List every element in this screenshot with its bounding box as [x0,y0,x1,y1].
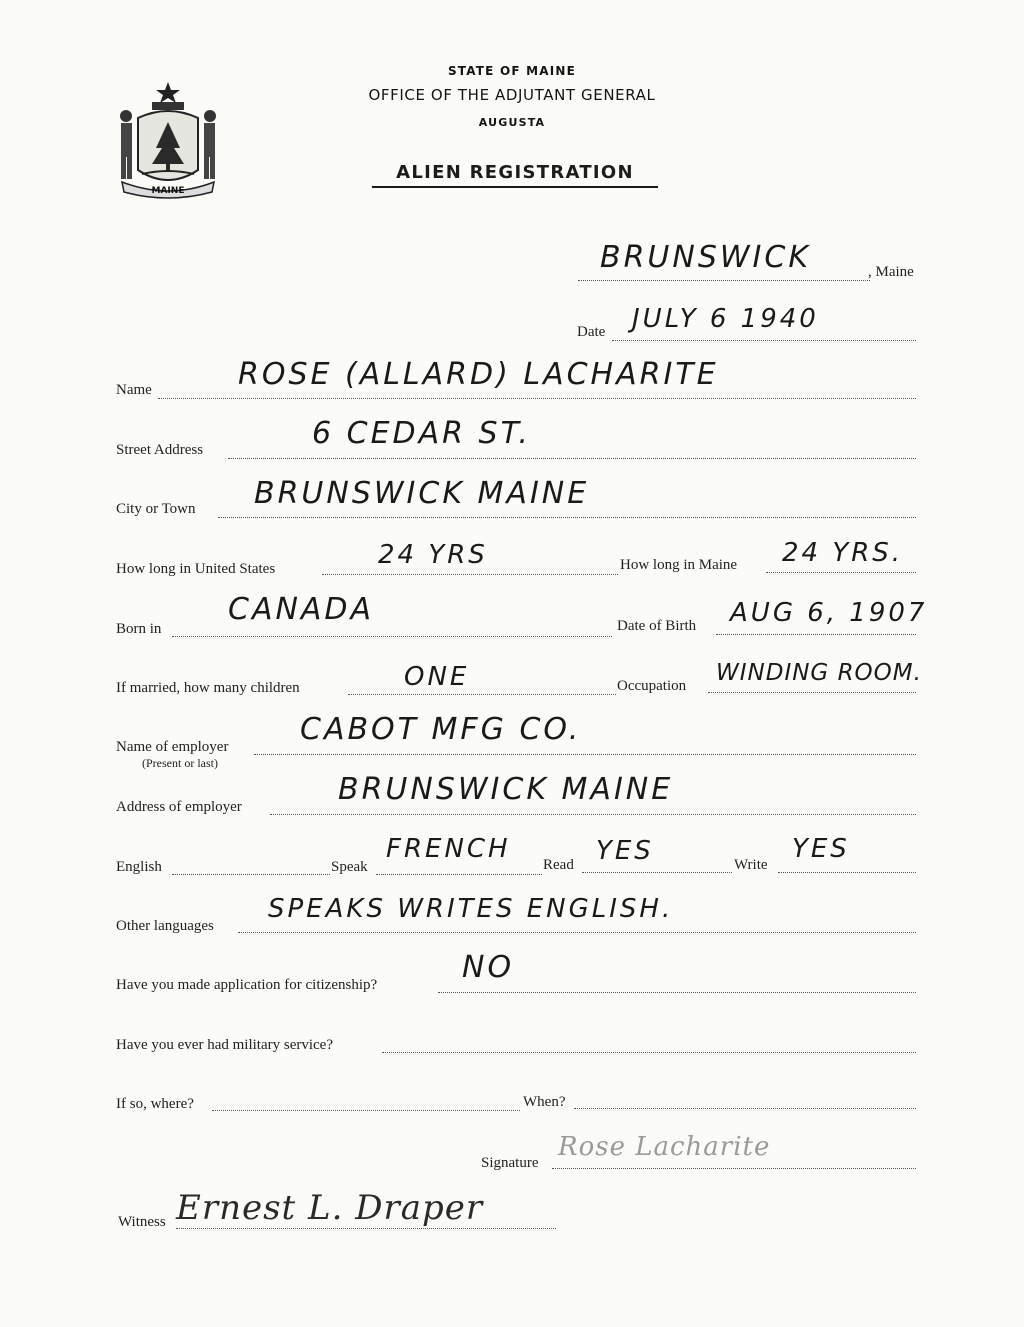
employer-address-value: BRUNSWICK MAINE [338,772,674,807]
title-underline [372,186,658,188]
dob-value: AUG 6, 1907 [730,598,928,628]
write-line [778,872,916,873]
city-heading: AUGUSTA [478,116,546,129]
military-label: Have you ever had military service? [116,1037,333,1053]
speak-value: FRENCH [386,834,511,864]
military-line [382,1052,916,1053]
citizenship-label: Have you made application for citizenship? [116,977,378,993]
place-value: BRUNSWICK [600,240,811,275]
when-line [574,1108,916,1109]
other-languages-label: Other languages [116,918,214,934]
how-long-us-line [322,574,618,575]
signature-label: Signature [481,1155,539,1171]
office-heading: OFFICE OF THE ADJUTANT GENERAL [368,86,656,104]
english-label: English [116,859,162,875]
form-title: ALIEN REGISTRATION [396,162,634,183]
employer-sublabel: (Present or last) [142,756,218,770]
where-line [212,1110,520,1111]
dob-label: Date of Birth [617,618,697,634]
how-long-us-label: How long in United States [116,561,276,577]
city-value: BRUNSWICK MAINE [254,476,590,511]
employer-address-line [270,814,916,815]
city-label: City or Town [116,501,196,517]
place-suffix: , Maine [868,264,914,280]
write-label: Write [734,857,768,873]
date-value: JULY 6 1940 [632,304,819,334]
where-label: If so, where? [116,1096,194,1112]
date-line [612,340,916,341]
english-line [172,874,330,875]
read-line [582,872,732,873]
witness-line [176,1228,556,1229]
signature-line [552,1168,916,1169]
other-languages-line [238,932,916,933]
name-value: ROSE (ALLARD) LACHARITE [238,357,719,392]
how-long-maine-line [766,572,916,573]
witness-value: Ernest L. Draper [176,1188,484,1228]
street-label: Street Address [116,442,204,458]
when-label: When? [523,1094,566,1110]
state-seal-icon [112,78,224,200]
seal-text: MAINE [151,186,185,196]
other-languages-value: SPEAKS WRITES ENGLISH. [268,894,674,924]
signature-value: Rose Lacharite [558,1132,771,1162]
children-line [348,694,616,695]
employer-address-label: Address of employer [116,799,242,815]
name-label: Name [116,382,152,398]
witness-label: Witness [118,1214,166,1230]
occupation-value: WINDING ROOM. [716,660,922,686]
citizenship-value: NO [462,950,515,985]
children-value: ONE [404,662,470,692]
how-long-maine-value: 24 YRS. [782,538,904,568]
speak-line [376,874,542,875]
occupation-line [708,692,916,693]
born-in-line [172,636,612,637]
place-line [578,280,870,281]
occupation-label: Occupation [617,678,687,694]
state-heading: STATE OF MAINE [447,64,577,78]
city-line [218,517,916,518]
street-value: 6 CEDAR ST. [312,416,531,451]
employer-value: CABOT MFG CO. [300,712,582,747]
street-line [228,458,916,459]
read-label: Read [543,857,574,873]
born-in-value: CANADA [228,592,375,627]
write-value: YES [792,834,850,864]
citizenship-line [438,992,916,993]
how-long-maine-label: How long in Maine [620,557,738,573]
how-long-us-value: 24 YRS [378,540,488,570]
dob-line [716,634,916,635]
born-in-label: Born in [116,621,162,637]
name-line [158,398,916,399]
employer-line [254,754,916,755]
employer-label: Name of employer [116,739,229,755]
children-label: If married, how many children [116,680,300,696]
speak-label: Speak [331,859,368,875]
date-label: Date [577,324,606,340]
read-value: YES [596,836,654,866]
